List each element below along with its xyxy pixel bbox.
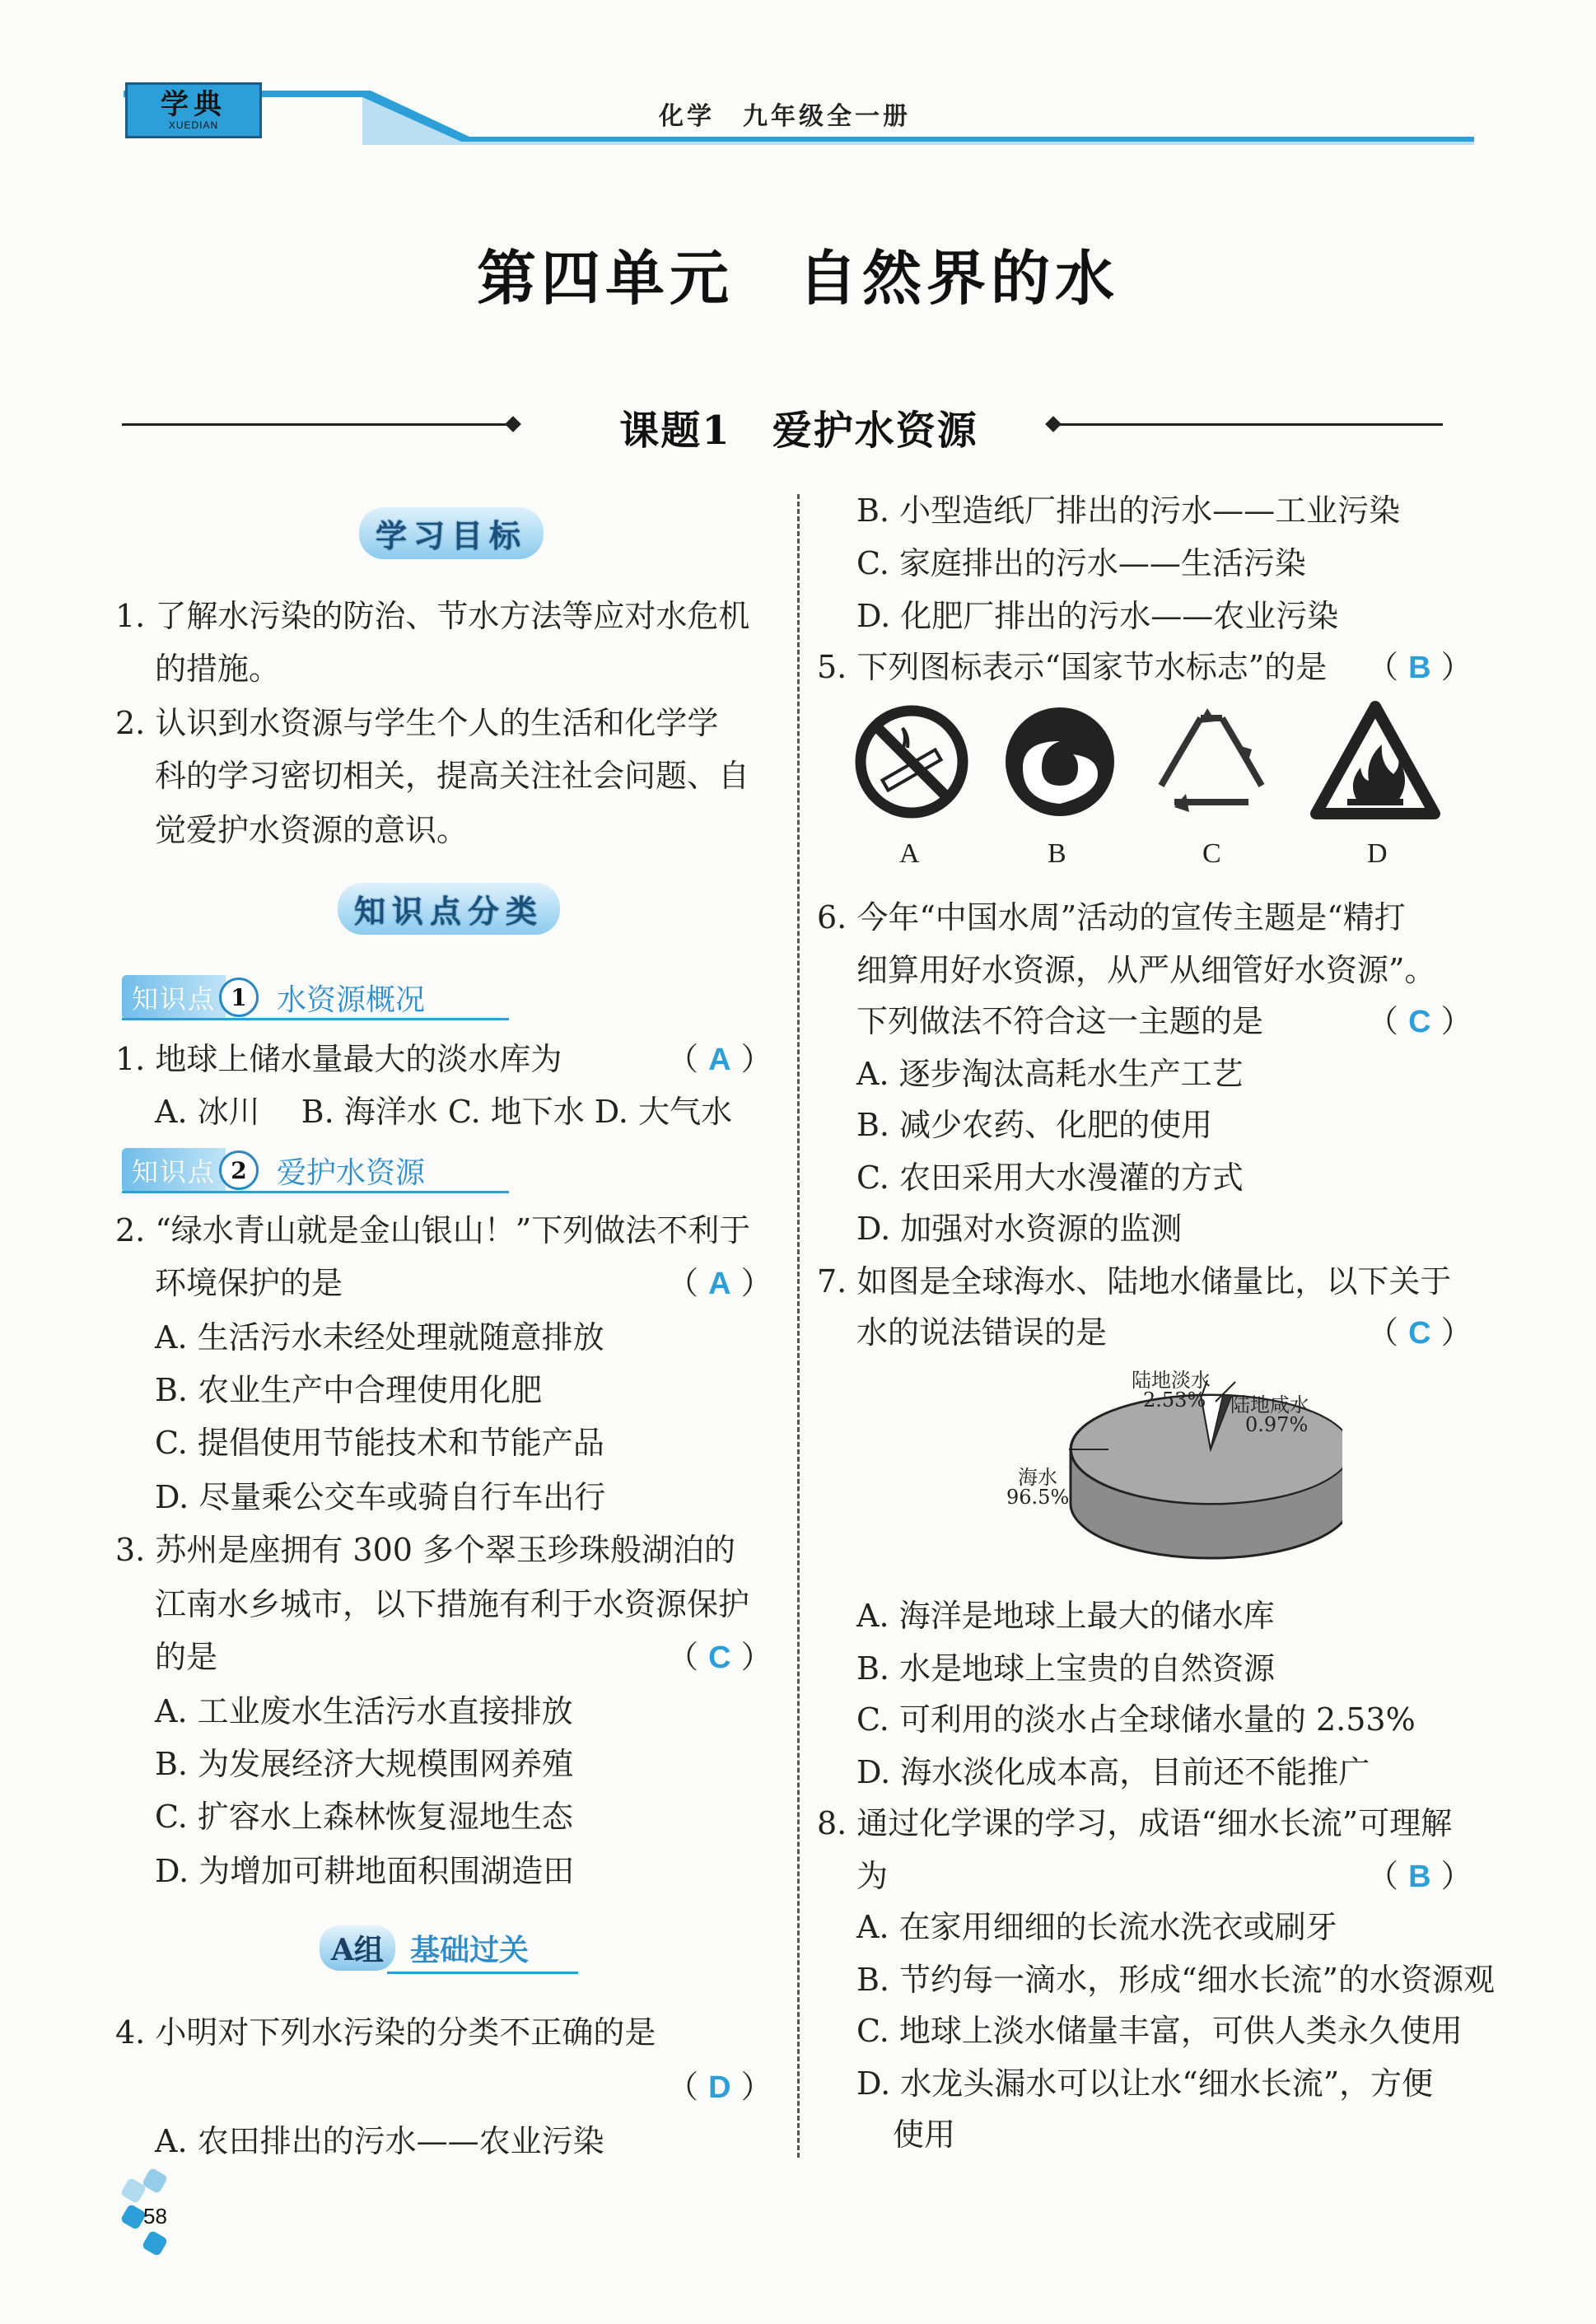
q5-stem: 5. 下列图标表示“国家节水标志”的是 (817, 649, 1328, 685)
pie-value-salt: 0.97% (1245, 1413, 1309, 1436)
q3-stem: 3. 苏州是座拥有 300 多个翠玉珍珠般湖泊的 (115, 1532, 736, 1568)
q2-stem: 环境保护的是 (155, 1265, 343, 1301)
q7-option: D. 海水淡化成本高，目前还不能推广 (856, 1754, 1370, 1790)
subject-header: 化学 九年级全一册 (659, 102, 911, 131)
goal-line: 2. 认识到水资源与学生个人的生活和化学学 (115, 705, 719, 741)
flammable-warning-icon (1309, 700, 1441, 820)
section-goals-heading: 学习目标 (359, 507, 544, 559)
goal-line: 的措施。 (155, 651, 281, 687)
q1-answer: A (708, 1043, 731, 1077)
q4-answer-bracket: （ D ） (667, 2069, 772, 2105)
q4-option: A. 农田排出的污水——农业污染 (155, 2123, 604, 2159)
kp-number: 2 (219, 1150, 259, 1190)
q8-option: D. 水龙头漏水可以让水“细水长流”，方便 (856, 2065, 1434, 2102)
q3-option: A. 工业废水生活污水直接排放 (155, 1693, 573, 1729)
pie-label-fresh: 陆地淡水 (1132, 1369, 1211, 1392)
q5-label-d: D (1367, 838, 1388, 869)
page-number: 58 (143, 2204, 167, 2228)
q8-answer-bracket: （ B ） (1367, 1858, 1472, 1894)
q7-option: B. 水是地球上宝贵的自然资源 (856, 1650, 1276, 1687)
q6-answer: C (1408, 1005, 1431, 1039)
goal-line: 1. 了解水污染的防治、节水方法等应对水危机 (115, 598, 750, 634)
kp-label: 水资源概况 (277, 982, 426, 1017)
q4-stem: 4. 小明对下列水污染的分类不正确的是 (115, 2014, 656, 2051)
hex-decoration (142, 2230, 169, 2257)
q2-option: A. 生活污水未经处理就随意排放 (155, 1319, 604, 1356)
q5-label-b: B (1048, 838, 1066, 869)
q5-label-a: A (899, 838, 920, 869)
q8-answer: B (1408, 1860, 1431, 1894)
q7-answer-bracket: （ C ） (1367, 1314, 1472, 1351)
q2-option: D. 尽量乘公交车或骑自行车出行 (155, 1479, 606, 1515)
goal-line: 科的学习密切相关，提高关注社会问题、自 (155, 758, 750, 794)
group-a-tag: A组 (320, 1925, 395, 1971)
q2-answer-bracket: （ A ） (667, 1265, 772, 1301)
no-smoking-icon (853, 703, 970, 820)
q3-stem: 江南水乡城市，以下措施有利于水资源保护 (155, 1586, 750, 1622)
logo-text: 学典 (161, 88, 226, 121)
q7-option: A. 海洋是地球上最大的储水库 (856, 1598, 1275, 1634)
q1-stem: 1. 地球上储水量最大的淡水库为 (115, 1041, 562, 1077)
column-divider (797, 494, 800, 2158)
knowledge-point-1 (122, 977, 425, 1018)
q6-stem: 下列做法不符合这一主题的是 (856, 1003, 1264, 1039)
q3-answer-bracket: （ C ） (667, 1639, 772, 1675)
q1-answer-bracket: （ A ） (667, 1041, 772, 1077)
logo-subtext: XUEDIAN (168, 119, 219, 131)
q4-answer: D (708, 2070, 731, 2105)
kp-underline (122, 1018, 509, 1020)
q4-option: D. 化肥厂排出的污水——农业污染 (856, 598, 1339, 634)
diamond-left (505, 416, 521, 432)
kp-tag: 知识点 (122, 1148, 226, 1192)
q2-stem: 2. “绿水青山就是金山银山！”下列做法不利于 (115, 1212, 751, 1248)
q3-answer: C (708, 1640, 731, 1675)
title-rule-right (1054, 423, 1443, 426)
q3-option: B. 为发展经济大规模围网养殖 (155, 1746, 574, 1782)
q8-option: B. 节约每一滴水，形成“细水长流”的水资源观 (856, 1962, 1495, 1998)
pie-value-fresh: 2.53% (1143, 1388, 1206, 1412)
q3-option: C. 扩容水上森林恢复湿地生态 (155, 1799, 573, 1835)
q8-option: C. 地球上淡水储量丰富，可供人类永久使用 (856, 2013, 1463, 2049)
section-kp-heading: 知识点分类 (338, 883, 560, 935)
q7-option: C. 可利用的淡水占全球储水量的 2.53% (856, 1701, 1416, 1738)
publisher-logo (125, 82, 262, 138)
group-a-underline (387, 1972, 578, 1974)
kp-underline (122, 1191, 509, 1193)
q4-option: B. 小型造纸厂排出的污水——工业污染 (856, 492, 1401, 529)
q5-answer: B (1408, 651, 1431, 685)
q6-stem: 6. 今年“中国水周”活动的宣传主题是“精打 (817, 899, 1406, 936)
q7-stem: 7. 如图是全球海水、陆地水储量比，以下关于 (817, 1263, 1452, 1300)
pie-label-sea: 海水 (1018, 1466, 1057, 1489)
q6-stem: 细算用好水资源，从严从细管好水资源”。 (856, 952, 1436, 988)
unit-title: 第四单元 自然界的水 (476, 244, 1119, 313)
lesson-title: 课题1 爱护水资源 (619, 408, 978, 454)
title-rule-left (122, 423, 514, 426)
q3-stem: 的是 (155, 1639, 218, 1675)
pie-label-salt: 陆地咸水 (1230, 1393, 1309, 1416)
q6-option: C. 农田采用大水漫灌的方式 (856, 1160, 1244, 1196)
q6-option: B. 减少农药、化肥的使用 (856, 1107, 1213, 1143)
q4-option: C. 家庭排出的污水——生活污染 (856, 545, 1306, 581)
q2-option: B. 农业生产中合理使用化肥 (155, 1372, 543, 1408)
q8-stem: 8. 通过化学课的学习，成语“细水长流”可理解 (817, 1805, 1453, 1841)
q3-option: D. 为增加可耕地面积围湖造田 (155, 1853, 575, 1889)
q8-stem: 为 (856, 1858, 889, 1894)
q6-answer-bracket: （ C ） (1367, 1003, 1472, 1039)
q6-option: D. 加强对水资源的监测 (856, 1211, 1183, 1247)
hex-decoration (142, 2168, 169, 2195)
water-saving-icon (1001, 703, 1118, 820)
q5-answer-bracket: （ B ） (1367, 649, 1472, 685)
goal-line: 觉爱护水资源的意识。 (155, 812, 469, 848)
q7-answer: C (1408, 1316, 1431, 1351)
pie-value-sea: 96.5% (1006, 1486, 1070, 1509)
recycle-icon (1150, 703, 1273, 820)
q2-answer: A (708, 1267, 731, 1301)
knowledge-point-2 (122, 1150, 425, 1191)
kp-tag: 知识点 (122, 975, 226, 1020)
group-a-heading (320, 1925, 529, 1971)
q8-option-cont: 使用 (893, 2116, 956, 2153)
group-a-label: 基础过关 (409, 1934, 529, 1967)
kp-number: 1 (219, 978, 259, 1017)
q2-option: C. 提倡使用节能技术和节能产品 (155, 1425, 604, 1461)
q1-options: A. 冰川 B. 海洋水 C. 地下水 D. 大气水 (155, 1094, 733, 1130)
q7-stem: 水的说法错误的是 (856, 1314, 1108, 1351)
q6-option: A. 逐步淘汰高耗水生产工艺 (856, 1056, 1244, 1092)
kp-label: 爱护水资源 (277, 1155, 426, 1190)
q5-label-c: C (1202, 838, 1221, 869)
q8-option: A. 在家用细细的长流水洗衣或刷牙 (856, 1909, 1337, 1945)
